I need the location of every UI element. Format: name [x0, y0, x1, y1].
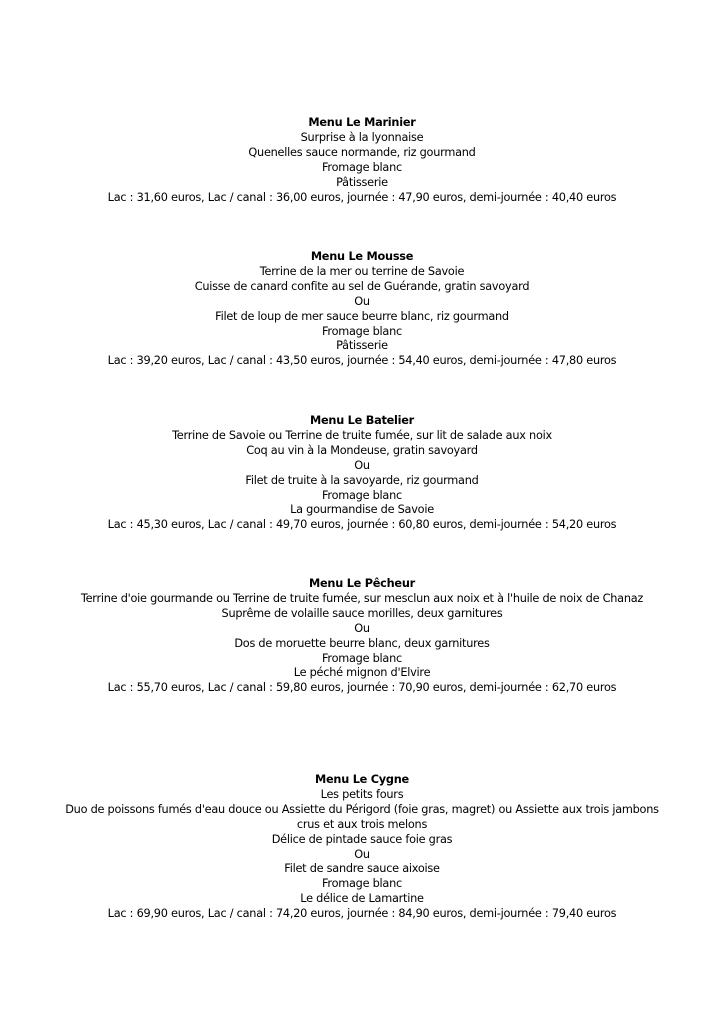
menu-title: Menu Le Batelier: [310, 414, 414, 427]
menu-course: Quenelles sauce normande, riz gourmand: [248, 145, 476, 159]
menu-course: Suprême de volaille sauce morilles, deux garnitures: [221, 606, 503, 620]
menu-course: Ou: [354, 294, 370, 308]
menu-title: Menu Le Cygne: [315, 773, 409, 786]
menu-course: Ou: [354, 458, 370, 472]
menu-course: Duo de poissons fumés d'eau douce ou Assiette du Périgord (foie gras, magret) ou Assiette aux trois jambons crus et aux trois melons: [65, 802, 659, 831]
menu-prices: Lac : 31,60 euros, Lac / canal : 36,00 euros, journée : 47,90 euros, demi-journée : 40,40 euros: [107, 190, 617, 204]
menu-course: Terrine d'oie gourmande ou Terrine de truite fumée, sur mesclun aux noix et à l'huile de noix de Chanaz: [80, 591, 644, 605]
menu-course: Filet de truite à la savoyarde, riz gourmand: [245, 473, 479, 487]
menu-course: Fromage blanc: [322, 488, 402, 502]
menu-le-mousse: [60, 250, 664, 369]
menu-prices: Lac : 69,90 euros, Lac / canal : 74,20 euros, journée : 84,90 euros, demi-journée : 79,40 euros: [107, 907, 617, 921]
menu-title: Menu Le Mousse: [310, 250, 414, 263]
menu-le-pecheur: [60, 577, 664, 696]
menu-course: Les petits fours: [320, 787, 404, 801]
menu-course: Fromage blanc: [322, 877, 402, 891]
menu-course: Ou: [354, 847, 370, 861]
menu-course: La gourmandise de Savoie: [290, 503, 434, 517]
menu-prices: Lac : 55,70 euros, Lac / canal : 59,80 euros, journée : 70,90 euros, demi-journée : 62,70 euros: [107, 681, 617, 695]
menu-course: Le délice de Lamartine: [300, 892, 424, 906]
menu-course: Pâtisserie: [336, 175, 388, 189]
menu-course: Terrine de la mer ou terrine de Savoie: [259, 264, 465, 278]
menu-course: Surprise à la lyonnaise: [300, 130, 424, 144]
menu-course: Pâtisserie: [336, 339, 388, 353]
menu-prices: Lac : 45,30 euros, Lac / canal : 49,70 euros, journée : 60,80 euros, demi-journée : 54,20 euros: [107, 518, 617, 532]
menu-course: Coq au vin à la Mondeuse, gratin savoyard: [246, 443, 478, 457]
menu-course: Fromage blanc: [322, 324, 402, 338]
menu-prices: Lac : 39,20 euros, Lac / canal : 43,50 euros, journée : 54,40 euros, demi-journée : 47,80 euros: [107, 354, 617, 368]
menu-course: Fromage blanc: [322, 160, 402, 174]
menu-course: Délice de pintade sauce foie gras: [271, 832, 453, 846]
menu-course: Cuisse de canard confite au sel de Guérande, gratin savoyard: [194, 279, 530, 293]
menu-course: Le péché mignon d'Elvire: [293, 666, 431, 680]
menu-course: Filet de sandre sauce aixoise: [284, 862, 440, 876]
menu-course: Terrine de Savoie ou Terrine de truite fumée, sur lit de salade aux noix: [172, 428, 552, 442]
menu-le-batelier: [60, 414, 664, 533]
menu-course: Ou: [354, 621, 370, 635]
menu-le-cygne: [60, 773, 664, 922]
menu-le-marinier: [60, 116, 664, 205]
menu-title: Menu Le Pêcheur: [309, 577, 415, 590]
menu-course: Dos de moruette beurre blanc, deux garnitures: [234, 636, 490, 650]
menu-title: Menu Le Marinier: [308, 116, 416, 129]
menu-course: Filet de loup de mer sauce beurre blanc, riz gourmand: [215, 309, 509, 323]
menu-course: Fromage blanc: [322, 651, 402, 665]
